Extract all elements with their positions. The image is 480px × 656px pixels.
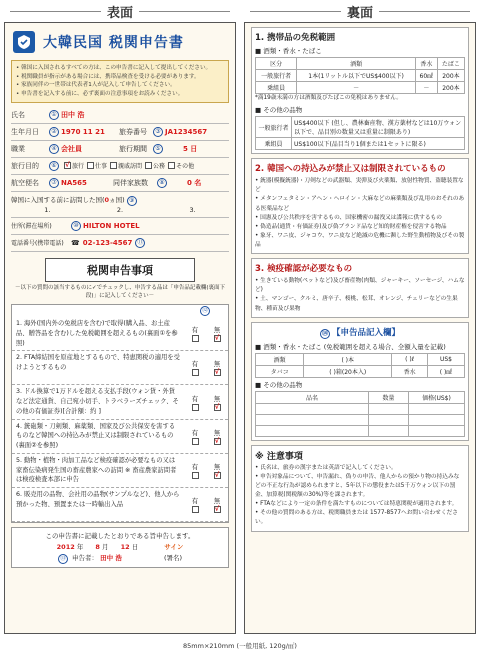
phone-field[interactable]: 02-123-4567: [82, 238, 133, 247]
sign-paren: (署名): [163, 554, 183, 563]
day-unit: 日: [131, 543, 139, 552]
table-cell: US$400以下 (但し、農林畜産物、漢方薬材などは10万ウォン以下で、品目別の数量又は重量に制限あり): [292, 117, 465, 138]
age-note: *満19歳未満の方は酒類及びたばこの免税はありません。: [255, 95, 402, 101]
front-header: [4, 0, 236, 22]
field-number: ⑤: [153, 144, 163, 154]
phone-label: 電話番号(携帯電話): [11, 240, 64, 248]
job-row: [11, 141, 229, 158]
field-number: ⑧: [157, 178, 167, 188]
year-unit: 年: [76, 543, 84, 552]
field-number: ⑥: [49, 161, 59, 171]
field-number: ⑬: [59, 555, 66, 563]
no-label: 無: [213, 497, 221, 506]
table-cell: 一般旅行者: [256, 70, 297, 82]
section-prohibited: [251, 158, 469, 254]
table-cell: 60㎖: [415, 70, 437, 82]
name-label: 氏名: [11, 110, 25, 119]
table-cell[interactable]: US$: [428, 353, 465, 365]
question-text: 4. 銃砲類・刀剣類、麻薬類、国家及び公共保安を害するものなど韓国への持込みが禁止又は制限されているもの(裏面②を参照): [16, 422, 176, 450]
table-cell: 1本(1リットル以下でUS$400以下): [297, 70, 416, 82]
table-cell: 酒類: [256, 353, 304, 365]
purpose-checkbox[interactable]: [168, 162, 175, 169]
no-option[interactable]: [214, 394, 221, 411]
table-cell: 200本: [437, 82, 464, 94]
no-checkbox[interactable]: √: [214, 436, 220, 445]
yes-label: 有: [191, 497, 199, 506]
subheading: ■ 酒類・香水・たばこ: [255, 47, 322, 55]
yes-no-choice: [184, 385, 228, 418]
countries-suffix: ヵ国): [109, 195, 125, 204]
col-header: 品名: [256, 391, 369, 403]
table-cell: タバコ: [256, 365, 304, 377]
dob-label: 生年月日: [11, 127, 39, 136]
section-quarantine: [251, 258, 469, 318]
section-title-text: 【申告品記入欄】: [331, 327, 400, 338]
purpose-option: 公務: [153, 163, 166, 171]
purpose-option: その他: [176, 163, 195, 171]
yes-no-choice: [184, 454, 228, 487]
notice-box: [11, 60, 229, 103]
question-list: [12, 317, 228, 522]
address-label: 住所(滞在場所): [11, 223, 52, 231]
flight-field[interactable]: NA565: [61, 178, 87, 187]
declarant-name[interactable]: 田中 浩: [100, 554, 122, 563]
declaration-instructions: －以下の質問の該当するものに✓でチェックし、申告する品は「申告品記載欄(裏面下段)」に記入してください－: [14, 284, 226, 299]
notes-title: ※ 注意事項: [255, 451, 303, 462]
notice-line: • 税関職員が指示がある場合には、携帯品検査を受ける必要があります。: [16, 73, 200, 80]
period-label: 旅行期間: [119, 144, 147, 153]
no-checkbox[interactable]: √: [214, 471, 220, 479]
form-title: 大韓民国 税関申告書: [43, 35, 184, 51]
question-text: 5. 動物・植物・肉加工品など検疫確認が必要なもの又は家畜伝染病発生国の畜産農家への訪問 ※ 畜産農家訪問者は検疫検査本部に申告: [16, 456, 177, 484]
dob-row: [11, 124, 229, 141]
no-option[interactable]: [214, 496, 221, 513]
name-field[interactable]: 田中 浩: [61, 110, 85, 119]
col-header: たばこ: [437, 58, 464, 70]
dob-field[interactable]: 1970 11 21: [61, 127, 105, 136]
entry-cell[interactable]: [409, 414, 465, 425]
countries-list: [11, 206, 229, 214]
address-row: [11, 218, 229, 235]
countries-question: [11, 195, 229, 206]
no-label: 無: [213, 394, 221, 403]
job-field[interactable]: 会社員: [61, 144, 82, 153]
no-checkbox[interactable]: √: [214, 505, 220, 514]
sign-year[interactable]: 2012: [56, 543, 75, 552]
back-header: [244, 0, 476, 22]
declarant-label: 申告者：: [72, 554, 99, 563]
front-header-label: 表面: [107, 5, 134, 21]
no-option[interactable]: [214, 462, 221, 479]
period-field[interactable]: 5 日: [183, 144, 198, 153]
no-option[interactable]: [214, 359, 221, 376]
yes-checkbox[interactable]: [192, 369, 199, 376]
countries-count[interactable]: 0: [104, 195, 110, 204]
field-number: ⑨: [127, 196, 137, 206]
declaration-title: 税関申告事項: [45, 258, 195, 282]
subheading: ■ 酒類・香水・たばこ (免税範囲を超える場合、全額入量を記載): [255, 342, 446, 351]
field-number: ④: [49, 144, 59, 154]
entry-cell[interactable]: [409, 425, 465, 436]
bullet: • 申告対象品について、申告漏れ、偽りの申告、他人からの預かり物の持込みなどの不正な行為が認められますと、5年以下の懲役または5千万ウォン以下の罰金、加算税(関税額の30%)等を課されます。: [255, 473, 460, 498]
flight-label: 航空便名: [11, 178, 39, 187]
question-header: [12, 305, 228, 317]
no-checkbox[interactable]: √: [214, 402, 220, 411]
subheading: ■ その他の品物: [255, 380, 303, 389]
question-text: 3. ドル換算で1万ドルを超える支払手段(ウォン貨・外貨など法定通貨、自己宛小切手、トラベラーズチェック、その他の有価証券)[合計額：約 ]: [16, 388, 179, 415]
purpose-option: 親戚訪問: [118, 163, 143, 171]
purpose-checkbox[interactable]: [110, 162, 117, 169]
field-number: ②: [49, 127, 59, 137]
country-slot[interactable]: 3.: [189, 205, 196, 214]
signature-block: [11, 527, 229, 568]
section-duty-free: [251, 27, 469, 154]
entry-cell[interactable]: [256, 403, 369, 414]
field-number: ①: [49, 110, 59, 120]
yes-checkbox[interactable]: [192, 472, 199, 479]
bullet: • 生きている動物(ペットなど)及び畜産物(肉類、ジャーキー、ソーセージ、ハムなど): [255, 278, 465, 294]
purpose-option: 仕事: [95, 163, 108, 171]
question-row: [12, 454, 228, 488]
sign-month[interactable]: 8: [95, 543, 100, 552]
yes-option[interactable]: [192, 359, 199, 376]
col-header: 香水: [415, 58, 437, 70]
purpose-option: 旅行: [72, 163, 85, 171]
signature-date: [15, 542, 225, 553]
bullet: • 氏名は、旅券の漢字または英語で記入してください。: [255, 464, 397, 471]
paper-spec: 85mm×210mm (一般用紙, 120g/㎡): [183, 642, 297, 650]
passport-label: 旅券番号: [119, 127, 147, 136]
other-goods-entry-table: [255, 391, 465, 437]
yes-label: 有: [191, 394, 199, 403]
yes-checkbox[interactable]: [192, 506, 199, 513]
col-header: 区分: [256, 58, 297, 70]
notice-line: • 家族同伴の一世帯は代表者1人が記入して申告してください。: [16, 82, 176, 89]
entry-cell[interactable]: [256, 414, 369, 425]
yes-checkbox[interactable]: [192, 438, 199, 445]
table-cell: 一般旅行者: [256, 117, 292, 138]
entry-cell[interactable]: [369, 403, 409, 414]
yes-option[interactable]: [192, 462, 199, 479]
bullet: • 国憲及び公共秩序を害するもの、国家機密の漏洩又は諜報に供するもの: [255, 214, 442, 221]
yes-label: 有: [191, 463, 199, 471]
col-header: 価格(US$): [409, 391, 465, 403]
declaration-statement: この申告書に記載したとおりである旨申告します。: [45, 532, 195, 541]
field-number: ⑩: [71, 221, 81, 231]
field-number: ③: [153, 127, 163, 137]
question-row: [12, 317, 228, 351]
table-cell[interactable]: ( )ℓ: [392, 353, 428, 365]
yes-no-choice: [184, 420, 228, 453]
yes-option[interactable]: [192, 325, 199, 342]
no-option[interactable]: [214, 428, 221, 445]
question-text: 6. 販売用の品物、会社用の品物(サンプルなど)、他人から預かった物、預置または一時輸出入品: [16, 491, 180, 508]
bullet: • その他の質問のある方は、税関職員または 1577-8577へお問い合わせください。: [255, 510, 458, 526]
job-label: 職業: [11, 144, 25, 153]
personal-fields: [5, 107, 235, 252]
month-unit: 月: [102, 543, 109, 552]
yes-checkbox[interactable]: [192, 404, 199, 411]
table-cell[interactable]: ( )本: [304, 353, 392, 365]
address-field[interactable]: HILTON HOTEL: [83, 221, 140, 230]
table-cell[interactable]: ( )㎖: [428, 365, 465, 377]
no-label: 無: [213, 360, 221, 369]
section-title: 1. 携帯品の免税範囲: [255, 33, 336, 43]
section-title: 2. 韓国への持込みが禁止又は制限されているもの: [255, 164, 446, 175]
entry-cell[interactable]: [369, 414, 409, 425]
entry-cell[interactable]: [369, 425, 409, 436]
countries-label: 韓国に入国する前に訪問した国(: [11, 195, 105, 204]
bullet: • 偽造品(通貨・有価証券)及び偽ブランド品など知的財産権を侵害する物品: [255, 223, 447, 230]
field-number: ⑦: [49, 178, 59, 188]
country-slot[interactable]: 2.: [116, 205, 124, 214]
liquor-tobacco-table: [255, 353, 465, 378]
front-panel: [4, 22, 236, 634]
table-cell: －: [415, 82, 437, 94]
question-row: [12, 488, 228, 522]
field-number: ⑫: [201, 307, 208, 315]
yes-option[interactable]: [192, 428, 199, 445]
question-row: [12, 420, 228, 454]
sign-day[interactable]: 12: [120, 543, 130, 552]
entry-cell[interactable]: [409, 403, 465, 414]
notice-line: • 申告書を記入する前に、必ず裏面の注意事項をお読みください。: [16, 90, 184, 97]
no-label: 無: [213, 428, 221, 437]
bullet: • メタンフェタミン・アヘン・ヘロイン・大麻などの麻薬類及び乱用のおそれのある医薬品など: [255, 196, 465, 212]
sign-note: サイン: [164, 543, 184, 552]
countries-row: [11, 192, 229, 218]
purpose-row: [11, 158, 229, 175]
purpose-checkbox-checked[interactable]: √: [65, 161, 70, 170]
section-notes: [251, 445, 469, 532]
declarant-line: [15, 553, 225, 564]
back-panel: [244, 22, 476, 634]
passport-field[interactable]: JA1234567: [165, 127, 208, 136]
entry-cell[interactable]: [256, 425, 369, 436]
table-cell: 香水: [392, 365, 428, 377]
purpose-checkbox[interactable]: [87, 162, 94, 169]
no-label: 無: [213, 326, 221, 335]
section-declared-goods: [251, 322, 469, 441]
no-option[interactable]: [214, 325, 221, 342]
back-header-label: 裏面: [347, 5, 374, 21]
yes-label: 有: [191, 326, 199, 335]
question-row: [12, 385, 228, 419]
yes-label: 有: [191, 360, 199, 369]
field-number: ⑭: [321, 329, 328, 337]
yes-no-choice: [184, 317, 228, 350]
yes-option[interactable]: [192, 496, 199, 513]
declaration-questions: [11, 304, 229, 523]
table-cell: －: [297, 82, 416, 94]
section-title: 3. 検疫確認が必要なもの: [255, 264, 353, 275]
phone-row: [11, 235, 229, 252]
phone-icon: ☎: [71, 238, 80, 247]
country-slot[interactable]: 1.: [44, 205, 51, 214]
no-label: 無: [213, 463, 221, 471]
section-title: [255, 326, 465, 339]
yes-no-choice: [184, 351, 228, 384]
no-checkbox[interactable]: √: [214, 334, 220, 343]
yes-option[interactable]: [192, 394, 199, 411]
yes-label: 有: [191, 428, 199, 437]
question-row: [12, 351, 228, 385]
bullet: • FTAなどにより一定の条件を満たすものについては特恵関税が適用されます。: [255, 501, 458, 508]
bullet: • 象牙、ワニ皮、ジャコウ、ワニ皮など絶滅の危機に瀕した野生動植物及びその製品: [255, 232, 465, 248]
duty-free-table: [255, 57, 465, 94]
table-cell: 乗組員: [256, 82, 297, 94]
col-header: 酒類: [297, 58, 416, 70]
family-label: 同伴家族数: [113, 178, 148, 187]
customs-logo-icon: [13, 31, 35, 53]
yes-no-choice: [184, 488, 228, 521]
title-row: [5, 23, 235, 57]
flight-row: [11, 175, 229, 192]
subheading: ■ その他の品物: [255, 106, 303, 115]
table-cell: 200本: [437, 70, 464, 82]
bullet: • 土、マンゴー、クルミ、唐辛子、桜桃、松茸、オレンジ、チェリーなどの生果物、種苗及び果物: [255, 296, 458, 312]
no-checkbox[interactable]: √: [214, 368, 220, 377]
col-header: 数量: [369, 391, 409, 403]
purpose-label: 旅行目的: [11, 161, 39, 170]
family-field[interactable]: 0 名: [187, 178, 202, 187]
question-text: 2. FTA締結国を原産地とするもので、特恵関税の適用を受けようとするもの: [16, 354, 180, 372]
question-text: 1. 海外(国内外の免税店を含む)で取得(購入品、お土産品、贈答品を含む)した免税範囲を超えるもの(裏面①を参照): [16, 320, 178, 347]
table-cell: 乗組員: [256, 138, 292, 150]
name-row: [11, 107, 229, 124]
notice-line: • 韓国に入国されるすべての方は、この申告書に記入して提出してください。: [16, 65, 212, 71]
field-number: ⑪: [137, 238, 144, 246]
purpose-checkbox[interactable]: [145, 162, 152, 169]
table-cell: US$100以下(品目当り1個または1セットに限る): [292, 138, 465, 150]
yes-checkbox[interactable]: [192, 335, 199, 342]
other-goods-table: [255, 116, 465, 150]
bullet: • 銃器(模擬銃器)・刀剣などの武器類、実弾及び火薬類、放射性物質、盗聴装置など: [255, 178, 464, 194]
table-cell[interactable]: ( )箱(20本入): [304, 365, 392, 377]
